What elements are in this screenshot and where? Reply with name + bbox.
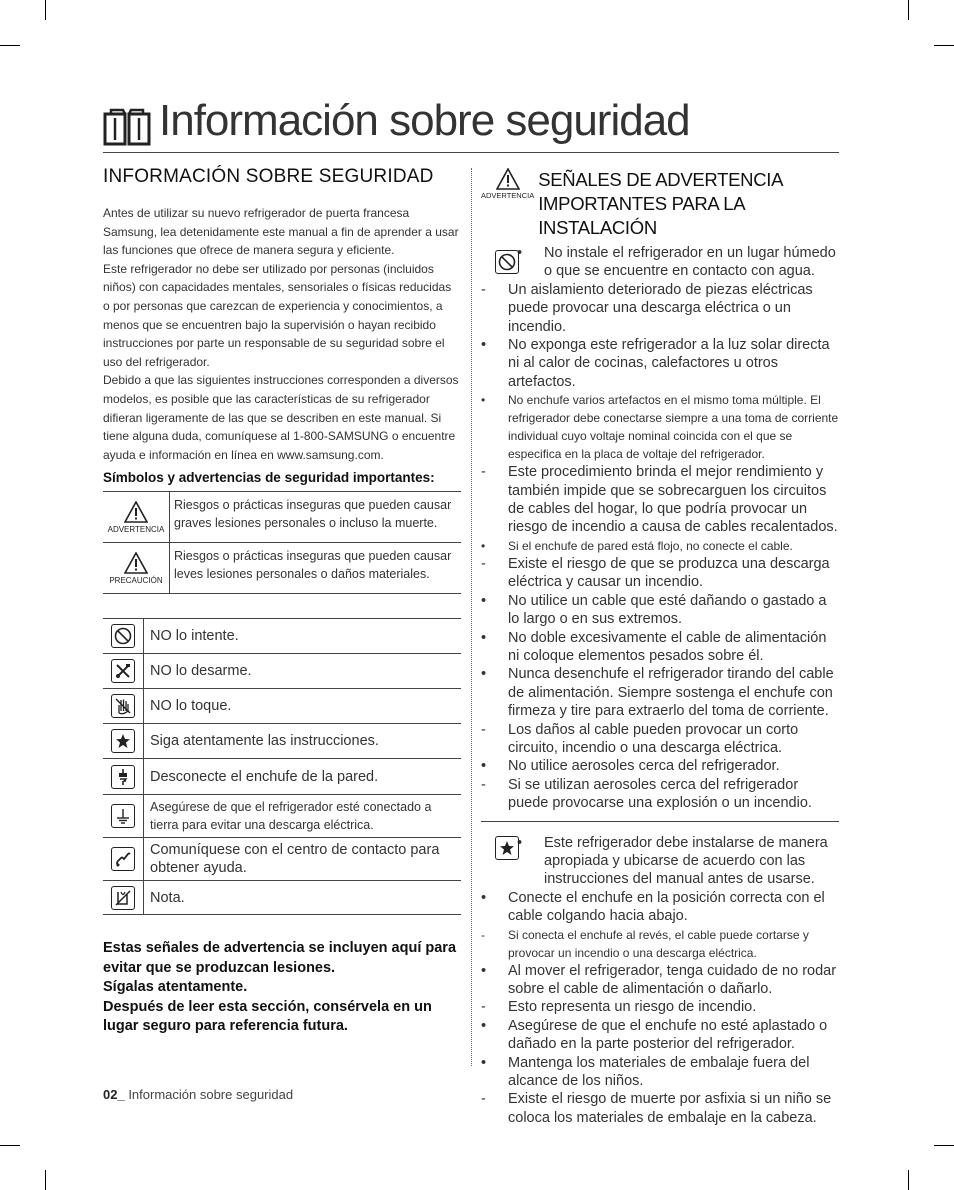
item-text: Esto representa un riesgo de incendio.: [508, 999, 757, 1016]
phone-icon: [111, 847, 135, 871]
item-text: Este procedimiento brinda el mejor rendimiento y también impide que se sobrecarguen los circuitos de cables del hogar, lo que podría provocar un riesgo de incendio a causa de cables recalentados.: [508, 464, 838, 536]
icon-description: Desconecte el enchufe de la pared.: [150, 768, 379, 785]
warning-triangle-icon: [496, 168, 520, 190]
item-text: No exponga este refrigerador a la luz solar directa ni al calor de cocinas, calefactores u otros artefactos.: [508, 337, 830, 390]
prohibited-icon: [495, 250, 519, 274]
item-text: No instale el refrigerador en un lugar húmedo o que se encuentre en contacto con agua.: [544, 245, 836, 280]
section-heading: INFORMACIÓN SOBRE SEGURIDAD: [103, 166, 434, 187]
prohibited-icon: [111, 624, 135, 648]
item-text: Este refrigerador debe instalarse de manera apropiada y ubicarse de acuerdo con las instrucciones del manual antes de usarse.: [544, 834, 828, 888]
bullet-item: [481, 834, 839, 889]
bullet-marker: •: [481, 1054, 487, 1071]
item-text: Los daños al cable pueden provocar un corto circuito, incendio o una descarga eléctrica.: [508, 721, 799, 756]
warning-symbols-table: [103, 491, 461, 594]
icon-description: NO lo intente.: [150, 628, 239, 645]
star-icon: [495, 836, 519, 860]
dash-item: [481, 998, 839, 1016]
bullet-item: [481, 592, 839, 629]
crop-mark: [934, 1145, 954, 1146]
dash-item: [481, 721, 839, 758]
dash-marker: -: [481, 555, 486, 572]
dash-marker: -: [481, 281, 486, 298]
installation-warnings: [481, 244, 839, 813]
icon-row: [103, 654, 461, 689]
icon-row: [103, 838, 461, 881]
bullet-item: [481, 537, 839, 555]
unplug-icon: [111, 765, 135, 789]
icon-description: NO lo desarme.: [150, 663, 252, 680]
bullet-item: [481, 1054, 839, 1091]
item-text: Existe el riesgo de que se produzca una descarga eléctrica y causar un incendio.: [508, 555, 830, 591]
item-text: Mantenga los materiales de embalaje fuera del alcance de los niños.: [508, 1054, 810, 1090]
dash-marker: -: [481, 1091, 486, 1108]
warning-description: Riesgos o prácticas inseguras que pueden causar graves lesiones personales o incluso la muerte.: [174, 498, 452, 531]
no-disassemble-icon: [111, 659, 135, 683]
no-touch-icon: [111, 694, 135, 718]
book-icon: [103, 108, 151, 148]
warning-label: ADVERTENCIA: [107, 524, 165, 534]
page-header: [103, 96, 839, 153]
intro-paragraph: Este refrigerador no debe ser utilizado por personas (incluidos niños) con capacidades mentales, sensoriales o físicas reducidas o por personas que carezcan de experiencia y conocimientos, a menos que se encuentren bajo la supervisión o hayan recibido instrucciones por parte un responsable de su seguridad sobre el uso del refrigerador.: [103, 261, 452, 369]
bullet-marker: •: [517, 834, 523, 851]
closing-line: Sígalas atentamente.: [103, 979, 248, 996]
bullet-marker: •: [481, 889, 487, 906]
bullet-marker: •: [481, 592, 487, 609]
crop-mark: [908, 0, 909, 20]
icon-description: Siga atentamente las instrucciones.: [150, 733, 379, 750]
bullet-marker: •: [517, 245, 523, 261]
crop-mark: [0, 1145, 20, 1146]
bullet-marker: •: [481, 538, 486, 553]
warning-row: [103, 492, 461, 543]
closing-line: Después de leer esta sección, consérvela en un lugar seguro para referencia futura.: [103, 998, 432, 1035]
crop-mark: [908, 1170, 909, 1190]
symbols-title: Símbolos y advertencias de seguridad importantes:: [103, 470, 435, 486]
bullet-marker: •: [481, 337, 487, 354]
bullet-item: [481, 336, 839, 391]
left-column: [103, 166, 461, 1037]
closing-line: Estas señales de advertencia se incluyen aquí para evitar que se produzcan lesiones.: [103, 940, 457, 976]
item-text: No utilice un cable que esté dañando o gastado a lo largo o en sus extremos.: [508, 592, 827, 628]
installation-title: SEÑALES DE ADVERTENCIA IMPORTANTES PARA LA INSTALACIÓN: [538, 169, 783, 238]
dash-marker: -: [481, 776, 486, 793]
caution-row: [103, 543, 461, 594]
icon-row: [103, 759, 461, 795]
bullet-marker: •: [481, 962, 487, 979]
item-text: Existe el riesgo de muerte por asfixia si un niño se coloca los materiales de embalaje en la cabeza.: [508, 1091, 832, 1126]
bullet-item: [481, 962, 839, 999]
dash-item: [481, 926, 839, 962]
bullet-item: [481, 665, 839, 720]
dash-item: [481, 555, 839, 592]
bullet-marker: •: [481, 758, 487, 775]
bullet-item: [481, 889, 839, 926]
right-column: [481, 168, 839, 1127]
note-icon: [111, 886, 135, 910]
bullet-item: [481, 757, 839, 775]
icon-row: [103, 795, 461, 838]
page-footer: [103, 1087, 293, 1102]
warning-triangle-icon: [124, 501, 148, 523]
installation-heading: [481, 168, 839, 240]
ground-icon: [111, 804, 135, 828]
caution-description: Riesgos o prácticas inseguras que pueden causar leves lesiones personales o daños materiales.: [174, 549, 452, 582]
bullet-item: [481, 391, 839, 463]
bullet-item: [481, 1017, 839, 1054]
item-text: Al mover el refrigerador, tenga cuidado de no rodar sobre el cable de alimentación o dañarlo.: [508, 962, 837, 997]
dash-marker: -: [481, 721, 486, 738]
bullet-item: [481, 629, 839, 666]
page-number: 02_: [103, 1087, 125, 1102]
icon-description: Comuníquese con el centro de contacto para obtener ayuda.: [150, 842, 440, 877]
installation-instructions: [481, 834, 839, 1128]
dash-marker: -: [481, 999, 486, 1016]
bullet-marker: •: [481, 629, 487, 646]
footer-section: Información sobre seguridad: [124, 1087, 294, 1102]
dash-item: [481, 776, 839, 813]
caution-label: PRECAUCIÓN: [109, 575, 163, 585]
caution-triangle-icon: [124, 552, 148, 574]
bullet-marker: •: [481, 393, 486, 408]
intro-paragraph: Debido a que las siguientes instrucciones corresponden a diversos modelos, es posible que las características de su refrigerador difieran ligeramente de las que se describen en este manual. Si tiene alguna duda, comuníquese al 1-800-SAMSUNG o encuentre ayuda e información en línea en www.samsung.com.: [103, 373, 459, 462]
crop-mark: [45, 0, 46, 20]
warning-label: ADVERTENCIA: [481, 191, 535, 200]
intro-paragraph: Antes de utilizar su nuevo refrigerador de puerta francesa Samsung, lea detenidamente este manual a fin de aprender a usar las funciones que ofrece de manera segura y eficiente.: [103, 206, 459, 258]
intro-text: [103, 204, 461, 464]
icon-row: [103, 619, 461, 654]
item-text: No utilice aerosoles cerca del refrigerador.: [508, 758, 780, 775]
dash-marker: -: [481, 464, 486, 481]
bullet-marker: •: [481, 1017, 487, 1034]
section-divider: [481, 821, 839, 822]
icon-description: Asegúrese de que el refrigerador esté conectado a tierra para evitar una descarga eléctrica.: [150, 800, 432, 833]
icon-description: NO lo toque.: [150, 698, 232, 715]
star-icon: [111, 729, 135, 753]
item-text: Nunca desenchufe el refrigerador tirando del cable de alimentación. Siempre sostenga el enchufe con firmeza y tire para extraerlo del toma de corriente.: [508, 666, 834, 720]
item-text: Si el enchufe de pared está flojo, no conecte el cable.: [508, 538, 793, 553]
dash-item: [481, 463, 839, 537]
icon-row: [103, 724, 461, 759]
icon-row: [103, 689, 461, 724]
column-divider: [471, 168, 472, 1066]
dash-item: [481, 1090, 839, 1127]
item-text: No enchufe varios artefactos en el mismo toma múltiple. El refrigerador debe conectarse siempre a una toma de corriente individual cuyo voltaje nominal coincida con el que se especifica en la placa de voltaje del refrigerador.: [508, 393, 839, 462]
icon-row: [103, 881, 461, 915]
dash-marker: -: [481, 927, 485, 942]
item-text: Si se utilizan aerosoles cerca del refrigerador puede provocarse una explosión o un incendio.: [508, 776, 812, 812]
item-text: Un aislamiento deteriorado de piezas eléctricas puede provocar una descarga eléctrica o un incendio.: [508, 281, 813, 335]
bullet-item: [481, 244, 839, 281]
bullet-marker: •: [481, 666, 487, 683]
item-text: Conecte el enchufe en la posición correcta con el cable colgando hacia abajo.: [508, 889, 825, 925]
icon-description: Nota.: [150, 889, 185, 906]
dash-item: [481, 281, 839, 336]
item-text: No doble excesivamente el cable de alimentación ni coloque elementos pesados sobre él.: [508, 629, 827, 664]
crop-mark: [0, 45, 20, 46]
icon-legend-table: [103, 618, 461, 915]
crop-mark: [45, 1170, 46, 1190]
item-text: Asegúrese de que el enchufe no esté aplastado o dañado en la parte posterior del refrigerador.: [508, 1017, 828, 1053]
item-text: Si conecta el enchufe al revés, el cable puede cortarse y provocar un incendio o una descarga eléctrica.: [508, 927, 809, 960]
closing-notes: [103, 939, 461, 1037]
crop-mark: [934, 45, 954, 46]
page-title: Información sobre seguridad: [159, 96, 690, 145]
